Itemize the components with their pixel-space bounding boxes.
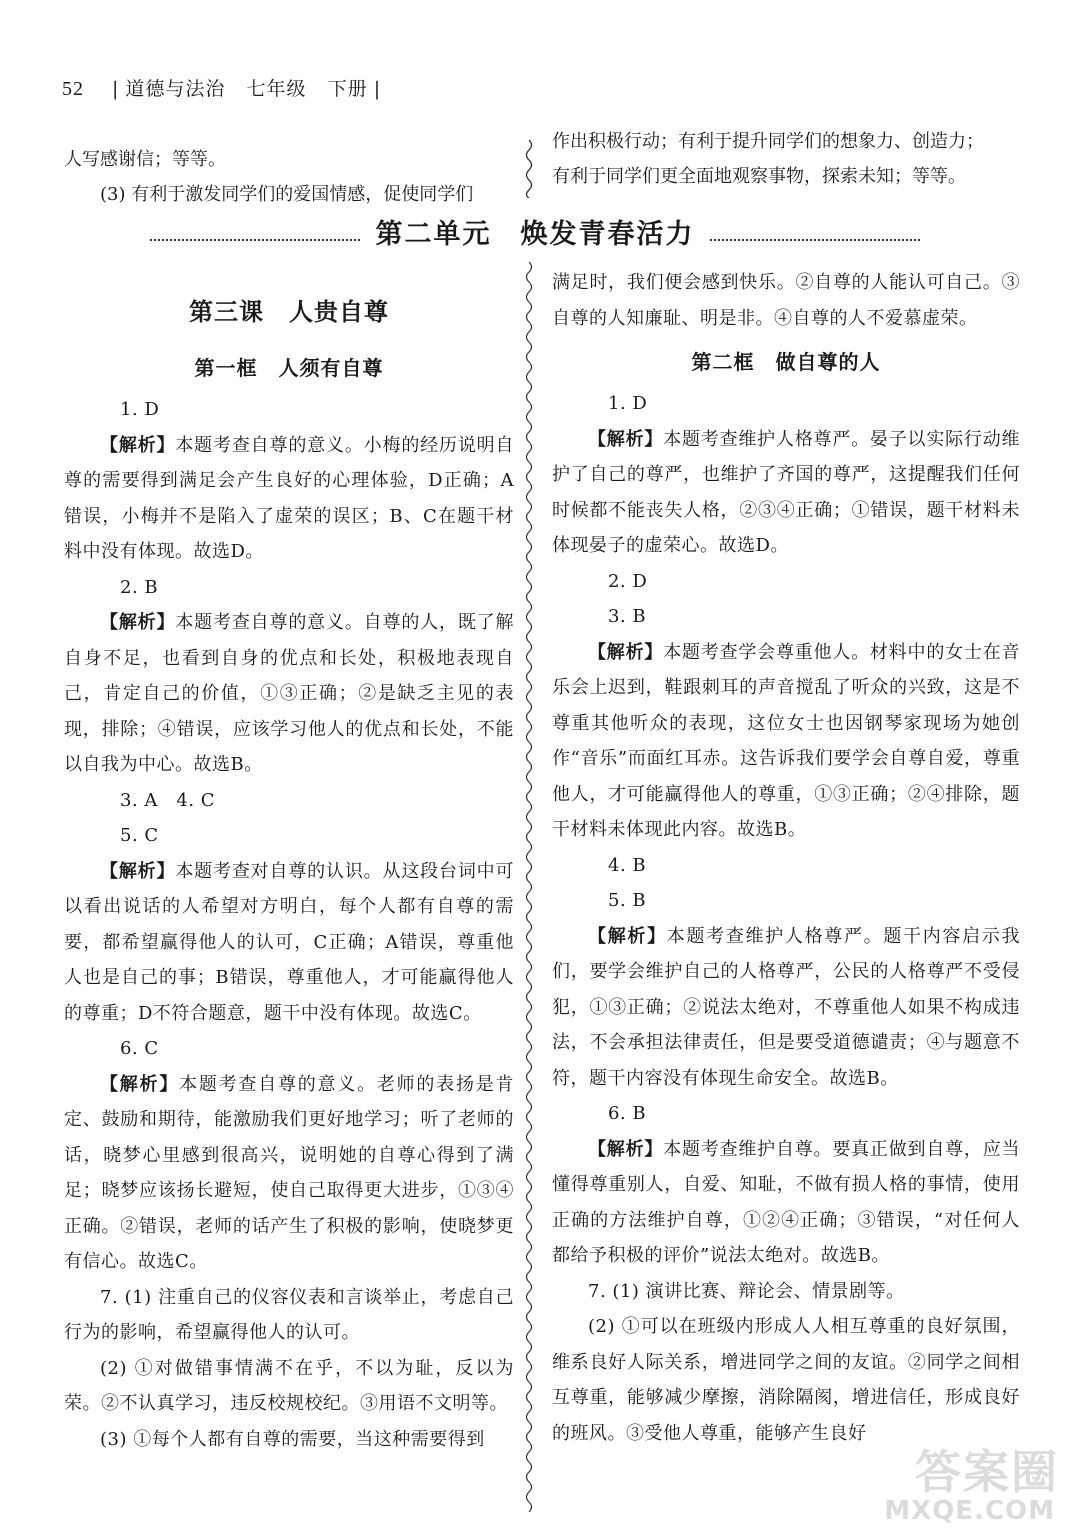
analysis-tag: 【解析】 [100,1073,180,1095]
analysis-tag: 【解析】 [588,641,664,663]
top-left-line: 人写感谢信；等等。 [64,149,226,170]
section-title: 第一框 人须有自尊 [194,356,384,380]
header-grade: 七年级 [246,78,307,100]
answer-paragraph: 7. (1) 演讲比赛、辩论会、情景剧等。 [588,1280,905,1302]
analysis-paragraph [552,919,1020,1097]
section-title: 第二框 做自尊的人 [691,350,881,374]
header-volume: 下册 [327,78,368,100]
answer-key: 4. B [608,854,647,876]
answer-key: 2. D [608,570,648,592]
answer-key: 3. B [608,606,647,627]
analysis-paragraph [64,428,514,570]
answer-key: 1. D [120,399,160,420]
continuation-text: 满足时，我们便会感到快乐。②自尊的人能认可自己。③自尊的人知廉耻、明是非。④自尊的人不爱慕虚荣。 [552,272,1020,329]
answer-key: 2. B [120,576,159,598]
top-left-block [64,142,514,212]
analysis-paragraph [64,1067,514,1280]
header-divider: | [373,78,382,100]
page-header [62,74,387,101]
answer-key: 6. B [608,1103,647,1124]
analysis-tag: 【解析】 [588,428,664,450]
analysis-text: 本题考查对自尊的认识。从这段台词中可以看出说话的人希望对方明白，每个人都有自尊的需要，都希望赢得他人的认可，C正确；A错误，尊重他人也是自己的事；B错误，尊重他人，才可能赢得他人的尊重；D不符合题意，题干中没有体现。故选C。 [64,860,515,1024]
analysis-paragraph [552,422,1020,564]
analysis-tag: 【解析】 [100,434,176,456]
analysis-paragraph [552,1132,1020,1274]
left-column [64,278,514,1457]
answer-paragraph: (2) ①对做错事情满不在乎，不以为耻，反以为荣。②不认真学习，违反校规校纪。③用语不文明等。 [64,1357,514,1414]
analysis-text: 本题考查维护自尊。要真正做到自尊，应当懂得尊重别人，自爱、知耻，不做有损人格的事情，使用正确的方法维护自尊，①②④正确；③错误，“对任何人都给予积极的评价”说法太绝对。故选B。 [552,1138,1021,1266]
page-number: 52 [62,78,84,100]
analysis-text: 本题考查自尊的意义。老师的表扬是肯定、鼓励和期待，能激励我们更好地学习；听了老师的话，晓梦心里感到很高兴，说明她的自尊心得到了满足；晓梦应该扬长避短，使自己取得更大进步，①③④正确。②错误，老师的话产生了积极的影响，使晓梦更有信心。故选C。 [64,1073,515,1272]
unit-title-bar [150,213,920,257]
analysis-paragraph [64,854,514,1032]
answer-key: 1. D [608,393,648,414]
answer-paragraph: (2) ①可以在班级内形成人人相互尊重的良好氛围，维系良好人际关系，增进同学之间的友谊。②同学之间相互尊重，能够减少摩擦，消除隔阂，增进信任，形成良好的班风。③受他人尊重，能够产生良好 [552,1316,1020,1444]
unit-title: 第二单元 焕发青春活力 [366,219,705,250]
answer-key: 6. C [120,1038,159,1059]
top-right-line: 作出积极行动；有利于提升同学们的想象力、创造力； [552,131,984,152]
analysis-text: 本题考查维护人格尊严。晏子以实际行动维护了自己的尊严，也维护了齐国的尊严，这提醒我们任何时候都不能丧失人格，②③④正确；①错误，题干材料未体现晏子的虚荣心。故选D。 [552,428,1021,556]
answer-key: 3. A 4. C [120,789,216,811]
top-right-block [552,124,1002,194]
header-divider: | [112,78,120,100]
watermark-text: 答案圈 [915,1445,1059,1499]
analysis-paragraph [64,605,514,783]
analysis-paragraph [552,635,1020,848]
header-subject: 道德与法治 [125,78,226,100]
analysis-text: 本题考查维护人格尊严。题干内容启示我们，要学会维护自己的人格尊严，公民的人格尊严不受侵犯，①③正确；②说法太绝对，不尊重他人如果不构成违法，不会承担法律责任，但是要受道德谴责；④与题意不符，题干内容没有体现生命安全。故选B。 [552,925,1021,1089]
analysis-text: 本题考查自尊的意义。自尊的人，既了解自身不足，也看到自身的优点和长处，积极地表现自己，肯定自己的价值，①③正确；②是缺乏主见的表现，排除；④错误，应该学习他人的优点和长处，不能以自我为中心。故选B。 [64,612,515,775]
watermark-url: MXQE.COM [884,1496,1055,1526]
column-wavy-divider [522,140,536,198]
answer-paragraph: (3) ①每个人都有自尊的需要，当这种需要得到 [100,1428,485,1450]
analysis-tag: 【解析】 [100,860,176,882]
analysis-tag: 【解析】 [588,1138,664,1160]
left-answer-list [64,392,514,1457]
analysis-text: 本题考查学会尊重他人。材料中的女士在音乐会上迟到，鞋跟刺耳的声音搅乱了听众的兴致，这是不尊重其他听众的表现，这位女士也因钢琴家现场为她创作“音乐”而面红耳赤。这告诉我们要学会自尊自爱，尊重他人，才可能赢得他人的尊重，①③正确；②④排除，题干材料未体现此内容。故选B。 [552,641,1021,840]
right-answer-list [552,386,1020,1451]
column-wavy-divider [522,262,536,1512]
answer-key: 5. B [608,890,647,911]
top-right-line: 有利于同学们更全面地观察事物，探索未知；等等。 [552,166,966,187]
right-column [552,265,1020,1451]
analysis-tag: 【解析】 [588,925,667,947]
answer-key: 5. C [120,825,159,846]
watermark-logo [884,1436,1059,1526]
analysis-tag: 【解析】 [100,612,176,633]
answer-paragraph: 7. (1) 注重自己的仪容仪表和言谈举止，考虑自己行为的影响，希望赢得他人的认可。 [64,1286,514,1343]
analysis-text: 本题考查自尊的意义。小梅的经历说明自尊的需要得到满足会产生良好的心理体验，D正确；A错误，小梅并不是陷入了虚荣的误区；B、C在题干材料中没有体现。故选D。 [64,434,515,562]
lesson-title: 第三课 人贵自尊 [189,297,389,326]
top-left-line: (3) 有利于激发同学们的爱国情感，促使同学们 [100,184,474,205]
